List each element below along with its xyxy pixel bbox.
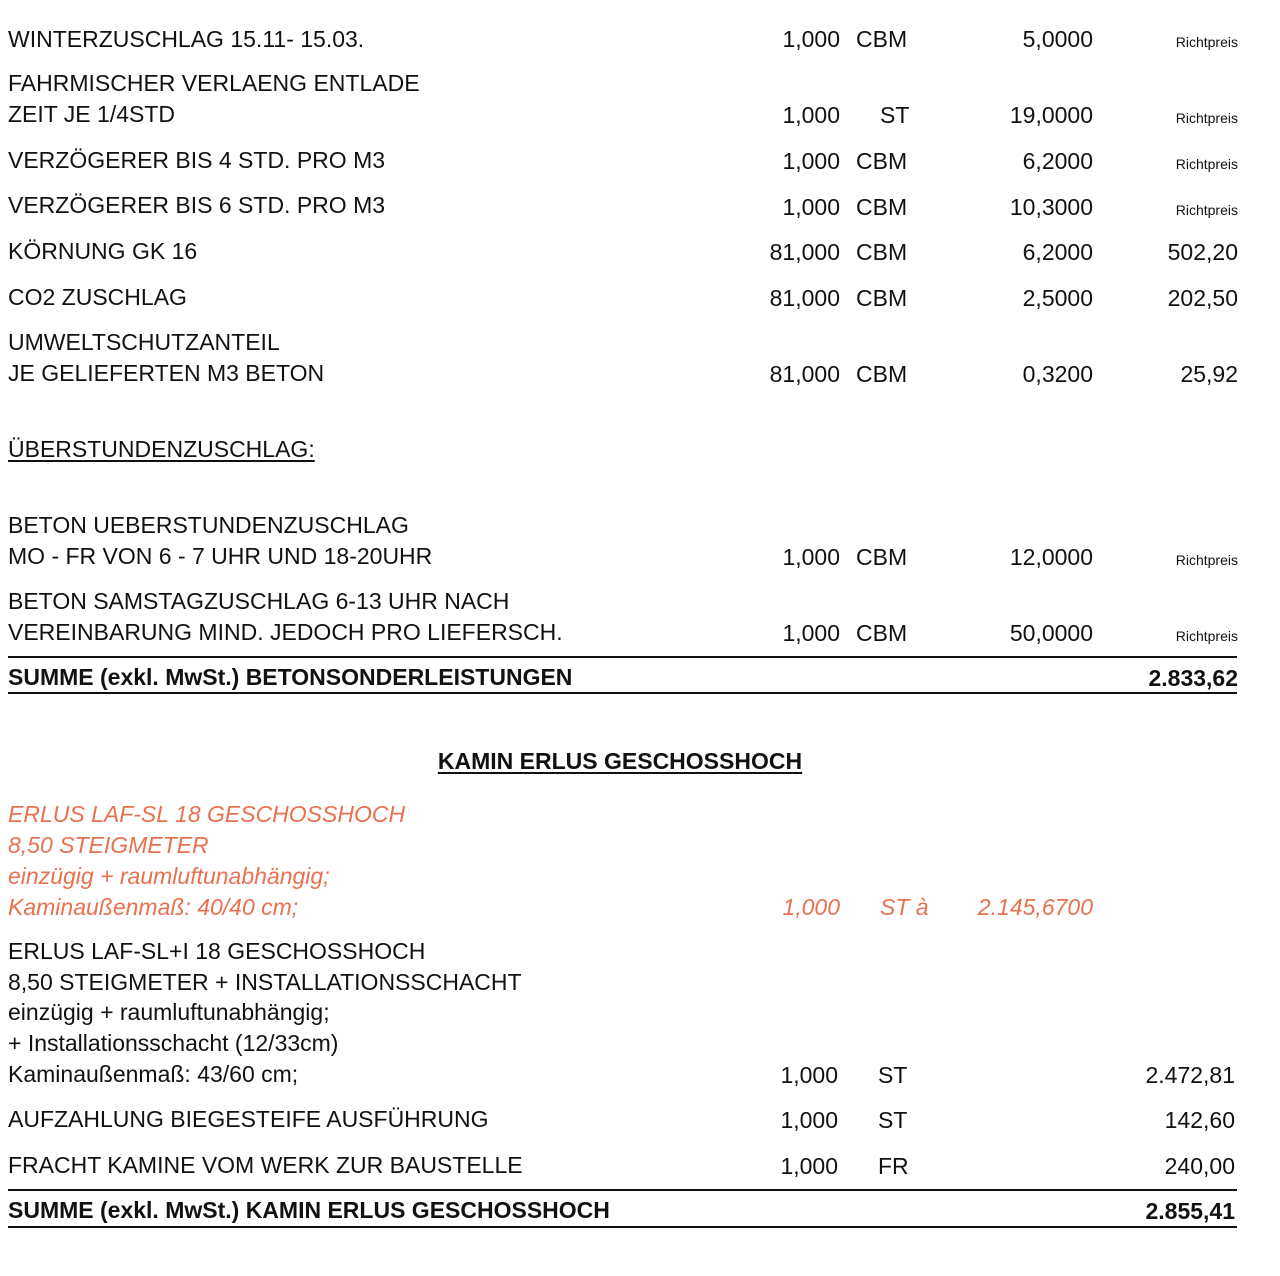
highlighted-description: ERLUS LAF-SL 18 GESCHOSSHOCH — [8, 801, 406, 827]
item-description: VEREINBARUNG MIND. JEDOCH PRO LIEFERSCH. — [8, 619, 563, 645]
item-quantity: 1,000 — [782, 620, 840, 646]
item-quantity: 81,000 — [769, 239, 840, 265]
highlighted-unit-price: 2.145,6700 — [977, 894, 1093, 920]
sum-bottom-rule — [8, 692, 1237, 694]
item-total: Richtpreis — [1175, 156, 1238, 172]
item-total: Richtpreis — [1175, 202, 1238, 218]
item-unit-price: 19,0000 — [1009, 102, 1093, 128]
item-description: einzügig + raumluftunabhängig; — [8, 999, 330, 1025]
sum-bottom-rule — [8, 1226, 1237, 1228]
item-total: Richtpreis — [1175, 110, 1238, 126]
sum-label: SUMME (exkl. MwSt.) KAMIN ERLUS GESCHOSSHOCH — [8, 1197, 610, 1223]
item-total: 142,60 — [1164, 1107, 1235, 1133]
item-quantity: 81,000 — [769, 361, 840, 387]
item-quantity: 1,000 — [782, 148, 840, 174]
item-unit-price: 12,0000 — [1009, 544, 1093, 570]
item-quantity: 1,000 — [780, 1153, 838, 1179]
item-unit: CBM — [856, 620, 908, 646]
section-heading: KAMIN ERLUS GESCHOSSHOCH — [437, 748, 803, 774]
item-total: 202,50 — [1167, 285, 1238, 311]
item-unit: FR — [878, 1153, 909, 1179]
item-description: FRACHT KAMINE VOM WERK ZUR BAUSTELLE — [8, 1152, 523, 1178]
item-unit-price: 10,3000 — [1009, 194, 1093, 220]
item-quantity: 81,000 — [769, 285, 840, 311]
item-quantity: 1,000 — [780, 1062, 838, 1088]
sum-top-rule — [8, 1189, 1237, 1191]
item-description: MO - FR VON 6 - 7 UHR UND 18-20UHR — [8, 543, 433, 569]
item-unit: CBM — [856, 26, 908, 52]
item-description: JE GELIEFERTEN M3 BETON — [8, 360, 325, 386]
section-subheading: ÜBERSTUNDENZUSCHLAG: — [8, 436, 315, 462]
item-total: Richtpreis — [1175, 628, 1238, 644]
highlighted-unit: ST à — [880, 894, 929, 920]
item-unit: ST — [878, 1062, 908, 1088]
item-description: BETON UEBERSTUNDENZUSCHLAG — [8, 512, 409, 538]
item-unit-price: 50,0000 — [1009, 620, 1093, 646]
item-unit: CBM — [856, 194, 908, 220]
highlighted-description: einzügig + raumluftunabhängig; — [8, 863, 330, 889]
item-description: KÖRNUNG GK 16 — [8, 238, 198, 264]
item-unit: CBM — [856, 239, 908, 265]
item-total: 240,00 — [1164, 1153, 1235, 1179]
item-unit-price: 6,2000 — [1022, 239, 1093, 265]
item-description: VERZÖGERER BIS 4 STD. PRO M3 — [8, 147, 386, 173]
item-quantity: 1,000 — [782, 194, 840, 220]
item-unit-price: 6,2000 — [1022, 148, 1093, 174]
item-total: 25,92 — [1180, 361, 1238, 387]
sum-top-rule — [8, 656, 1237, 658]
item-total: 502,20 — [1167, 239, 1238, 265]
item-quantity: 1,000 — [782, 102, 840, 128]
item-unit: CBM — [856, 285, 908, 311]
item-total: Richtpreis — [1175, 552, 1238, 568]
item-unit: CBM — [856, 148, 908, 174]
item-total: 2.472,81 — [1145, 1062, 1235, 1088]
item-total: Richtpreis — [1175, 34, 1238, 50]
item-description: CO2 ZUSCHLAG — [8, 284, 187, 310]
item-unit: ST — [880, 102, 910, 128]
item-quantity: 1,000 — [780, 1107, 838, 1133]
item-unit-price: 0,3200 — [1022, 361, 1093, 387]
item-unit: CBM — [856, 361, 908, 387]
item-unit-price: 2,5000 — [1022, 285, 1093, 311]
item-unit-price: 5,0000 — [1022, 26, 1093, 52]
item-description: Kaminaußenmaß: 43/60 cm; — [8, 1061, 299, 1087]
item-description: FAHRMISCHER VERLAENG ENTLADE — [8, 70, 420, 96]
item-description: WINTERZUSCHLAG 15.11- 15.03. — [8, 26, 365, 52]
item-description: AUFZAHLUNG BIEGESTEIFE AUSFÜHRUNG — [8, 1106, 489, 1132]
item-description: ZEIT JE 1/4STD — [8, 101, 176, 127]
item-quantity: 1,000 — [782, 544, 840, 570]
highlighted-description: 8,50 STEIGMETER — [8, 832, 209, 858]
item-unit: CBM — [856, 544, 908, 570]
highlighted-description: Kaminaußenmaß: 40/40 cm; — [8, 894, 299, 920]
sum-label: SUMME (exkl. MwSt.) BETONSONDERLEISTUNGEN — [8, 664, 573, 690]
sum-value: 2.833,62 — [1148, 665, 1238, 691]
item-quantity: 1,000 — [782, 26, 840, 52]
item-description: BETON SAMSTAGZUSCHLAG 6-13 UHR NACH — [8, 588, 510, 614]
item-unit: ST — [878, 1107, 908, 1133]
item-description: 8,50 STEIGMETER + INSTALLATIONSSCHACHT — [8, 969, 522, 995]
highlighted-quantity: 1,000 — [782, 894, 840, 920]
sum-value: 2.855,41 — [1145, 1198, 1235, 1224]
item-description: + Installationsschacht (12/33cm) — [8, 1030, 339, 1056]
item-description: UMWELTSCHUTZANTEIL — [8, 329, 280, 355]
item-description: VERZÖGERER BIS 6 STD. PRO M3 — [8, 192, 386, 218]
item-description: ERLUS LAF-SL+I 18 GESCHOSSHOCH — [8, 938, 426, 964]
